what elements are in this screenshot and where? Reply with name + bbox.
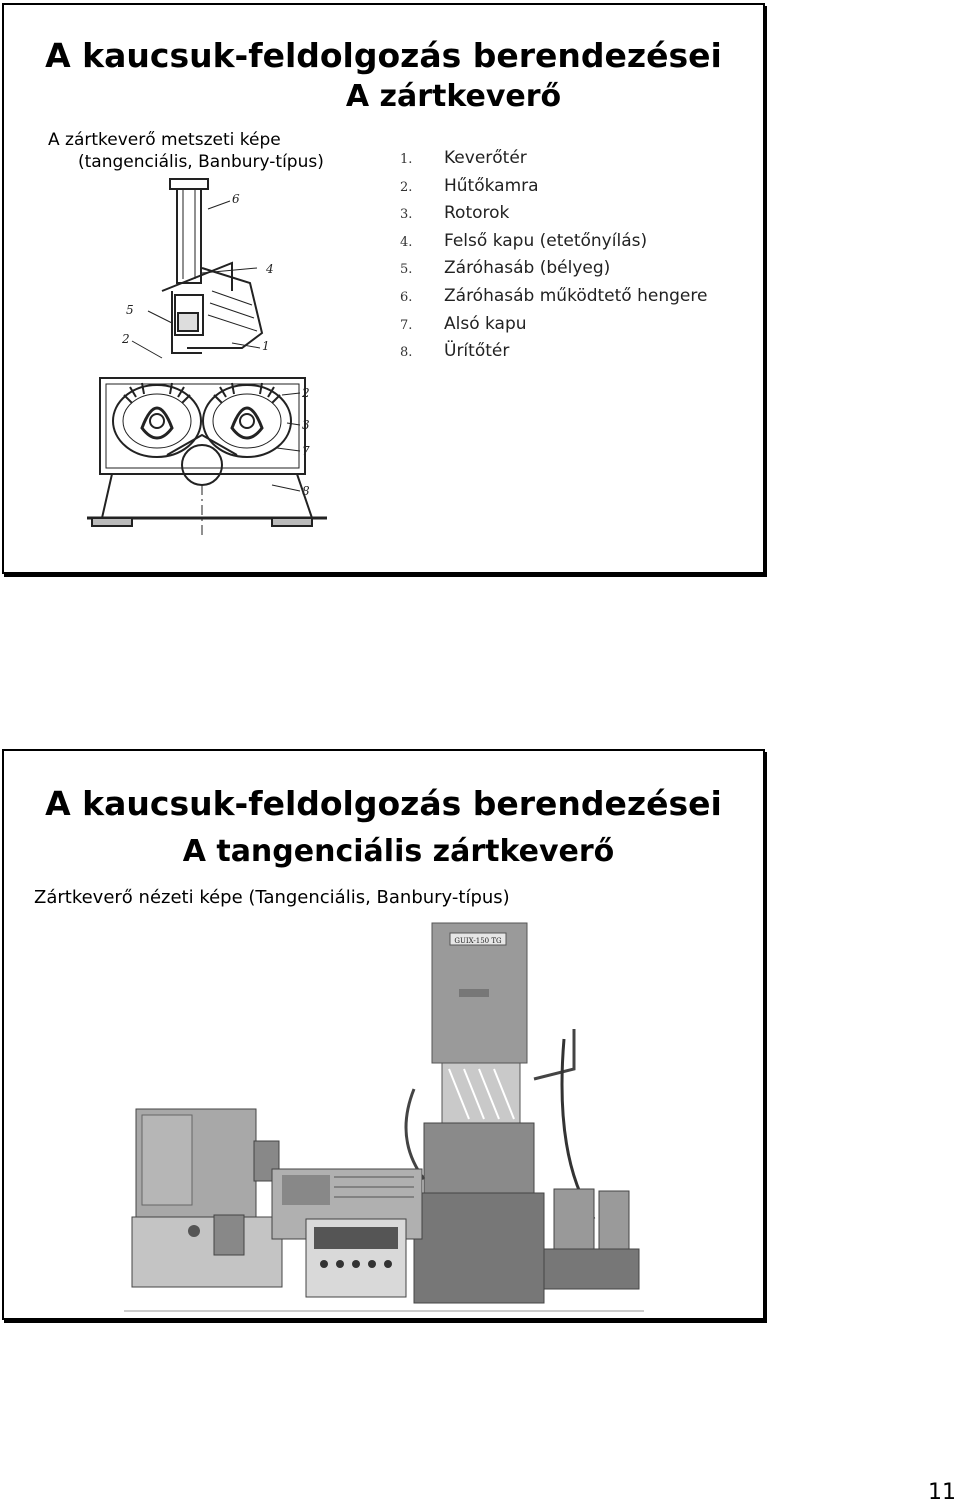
figure-caption-line2: (tangenciális, Banbury-típus) — [78, 152, 324, 172]
slide-2 — [2, 749, 765, 1320]
legend-item: 3. Rotorok — [400, 203, 510, 224]
legend-item: 6. Záróhasáb működtető hengere — [400, 285, 708, 306]
figure-caption-line1: A zártkeverő metszeti képe — [48, 130, 281, 150]
label-8: 8 — [302, 484, 310, 498]
machine-plate: GUIX-150 TG — [454, 937, 502, 945]
photo-caption: Zártkeverő nézeti képe (Tangenciális, Banbury-típus) — [34, 887, 510, 908]
slide-title: A kaucsuk-feldolgozás berendezései — [45, 36, 722, 75]
slide-subtitle: A tangenciális zártkeverő — [182, 834, 615, 869]
mixer-photo — [124, 919, 644, 1319]
legend-item: 5. Záróhasáb (bélyeg) — [400, 258, 611, 279]
label-5: 5 — [126, 303, 134, 317]
label-4: 4 — [266, 262, 274, 276]
slide-title: A kaucsuk-feldolgozás berendezései — [45, 784, 722, 823]
legend-item: 8. Ürítőtér — [400, 341, 510, 362]
legend-item: 2. Hűtőkamra — [400, 175, 539, 196]
label-2: 2 — [122, 332, 130, 346]
parts-legend — [400, 145, 707, 366]
label-3: 3 — [302, 418, 310, 432]
legend-item: 1. Keverőtér — [400, 148, 527, 168]
label-1: 1 — [262, 339, 270, 353]
label-6: 6 — [232, 192, 240, 206]
slide-1 — [2, 3, 765, 574]
label-2b: 2 — [302, 386, 310, 400]
label-7: 7 — [302, 444, 310, 458]
cross-section-diagram — [82, 173, 332, 535]
legend-item: 4. Felső kapu (etetőnyílás) — [400, 230, 648, 251]
legend-item: 7. Alsó kapu — [400, 313, 527, 334]
slide-subtitle: A zártkeverő — [345, 79, 562, 114]
page-number: 11 — [928, 1480, 956, 1505]
